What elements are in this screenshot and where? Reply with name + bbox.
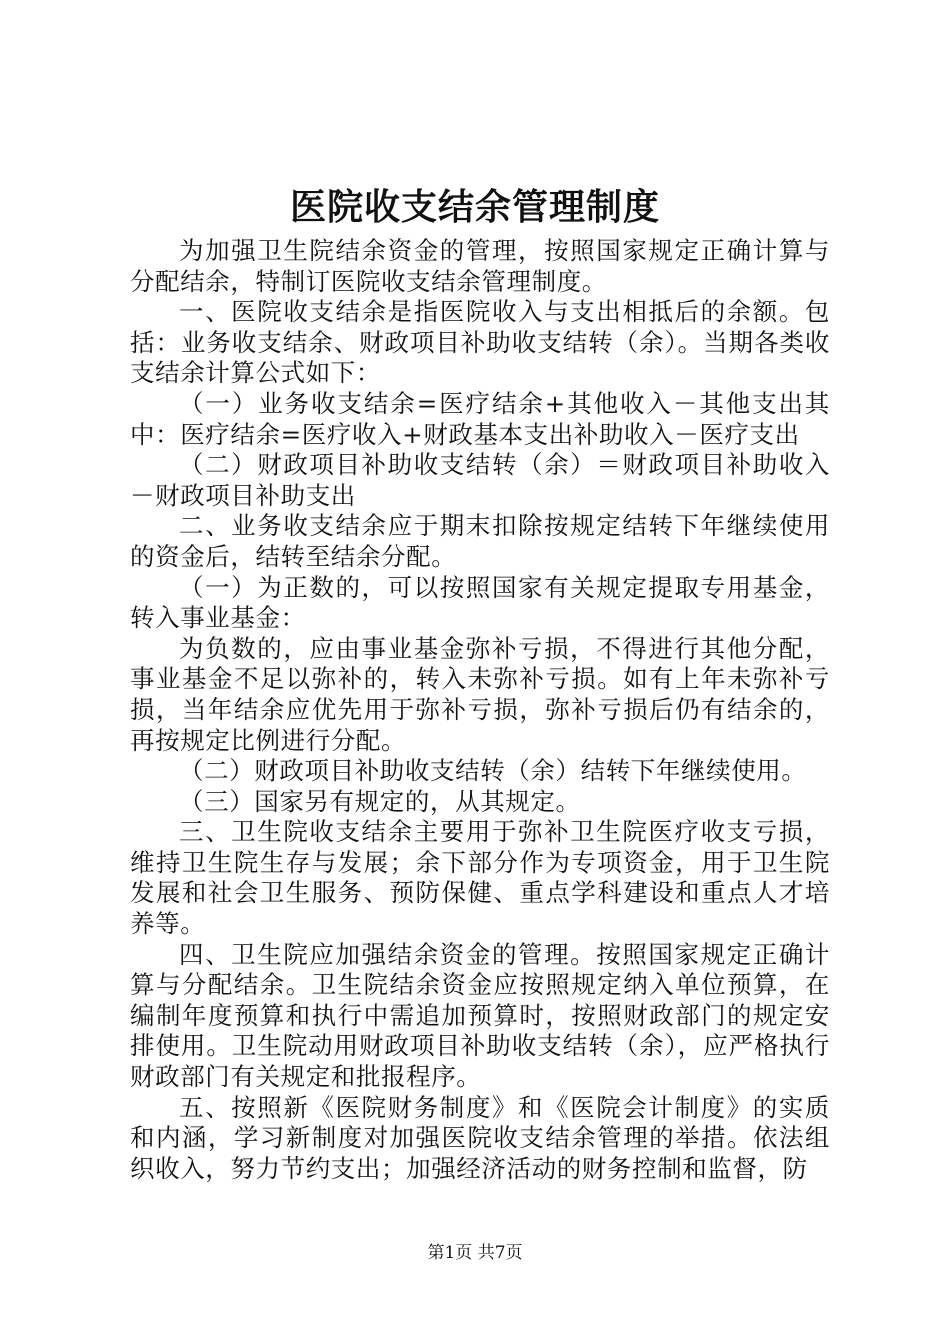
paragraph-section-2: 二、业务收支结余应于期末扣除按规定结转下年继续使用的资金后，结转至结余分配。 bbox=[130, 511, 830, 571]
paragraph-section-2-item-1: （一）为正数的，可以按照国家有关规定提取专用基金，转入事业基金： bbox=[130, 572, 830, 633]
paragraph-intro: 为加强卫生院结余资金的管理，按照国家规定正确计算与分配结余，特制订医院收支结余管理制度。 bbox=[130, 236, 830, 296]
paragraph-section-2-item-2: （二）财政项目补助收支结转（余）结转下年继续使用。 bbox=[179, 756, 807, 786]
paragraph-section-1-item-1: （一）业务收支结余=医疗结余+其他收入－其他支出其中：医疗结余=医疗收入+财政基本支出补助收入－医疗支出 bbox=[130, 388, 830, 449]
paragraph-section-1-item-2: （二）财政项目补助收支结转（余）＝财政项目补助收入－财政项目补助支出 bbox=[130, 450, 830, 510]
paragraph-section-4: 四、卫生院应加强结余资金的管理。按照国家规定正确计算与分配结余。卫生院结余资金应按照规定纳入单位预算，在编制年度预算和执行中需追加预算时，按照财政部门的规定安排使用。卫生院动用财政项目补助收支结转（余），应严格执行财政部门有关规定和批报程序。 bbox=[130, 939, 830, 1092]
paragraph-section-1: 一、医院收支结余是指医院收入与支出相抵后的余额。包括：业务收支结余、财政项目补助收支结转（余）。当期各类收支结余计算公式如下： bbox=[130, 297, 830, 388]
paragraph-section-2-negative: 为负数的，应由事业基金弥补亏损，不得进行其他分配，事业基金不足以弥补的，转入未弥补亏损。如有上年未弥补亏损，当年结余应优先用于弥补亏损，弥补亏损后仍有结余的，再按规定比例进行分配。 bbox=[130, 633, 830, 755]
paragraph-section-3: 三、卫生院收支结余主要用于弥补卫生院医疗收支亏损，维持卫生院生存与发展；余下部分作为专项资金，用于卫生院发展和社会卫生服务、预防保健、重点学科建设和重点人才培养等。 bbox=[130, 817, 830, 939]
page-number-footer: 第1页 共7页 bbox=[427, 1243, 523, 1263]
paragraph-section-2-item-3: （三）国家另有规定的，从其规定。 bbox=[179, 786, 581, 816]
document-title: 医院收支结余管理制度 bbox=[289, 186, 660, 228]
paragraph-section-5: 五、按照新《医院财务制度》和《医院会计制度》的实质和内涵，学习新制度对加强医院收支结余管理的举措。依法组织收入，努力节约支出；加强经济活动的财务控制和监督，防 bbox=[130, 1092, 830, 1183]
document-body bbox=[130, 236, 830, 1184]
